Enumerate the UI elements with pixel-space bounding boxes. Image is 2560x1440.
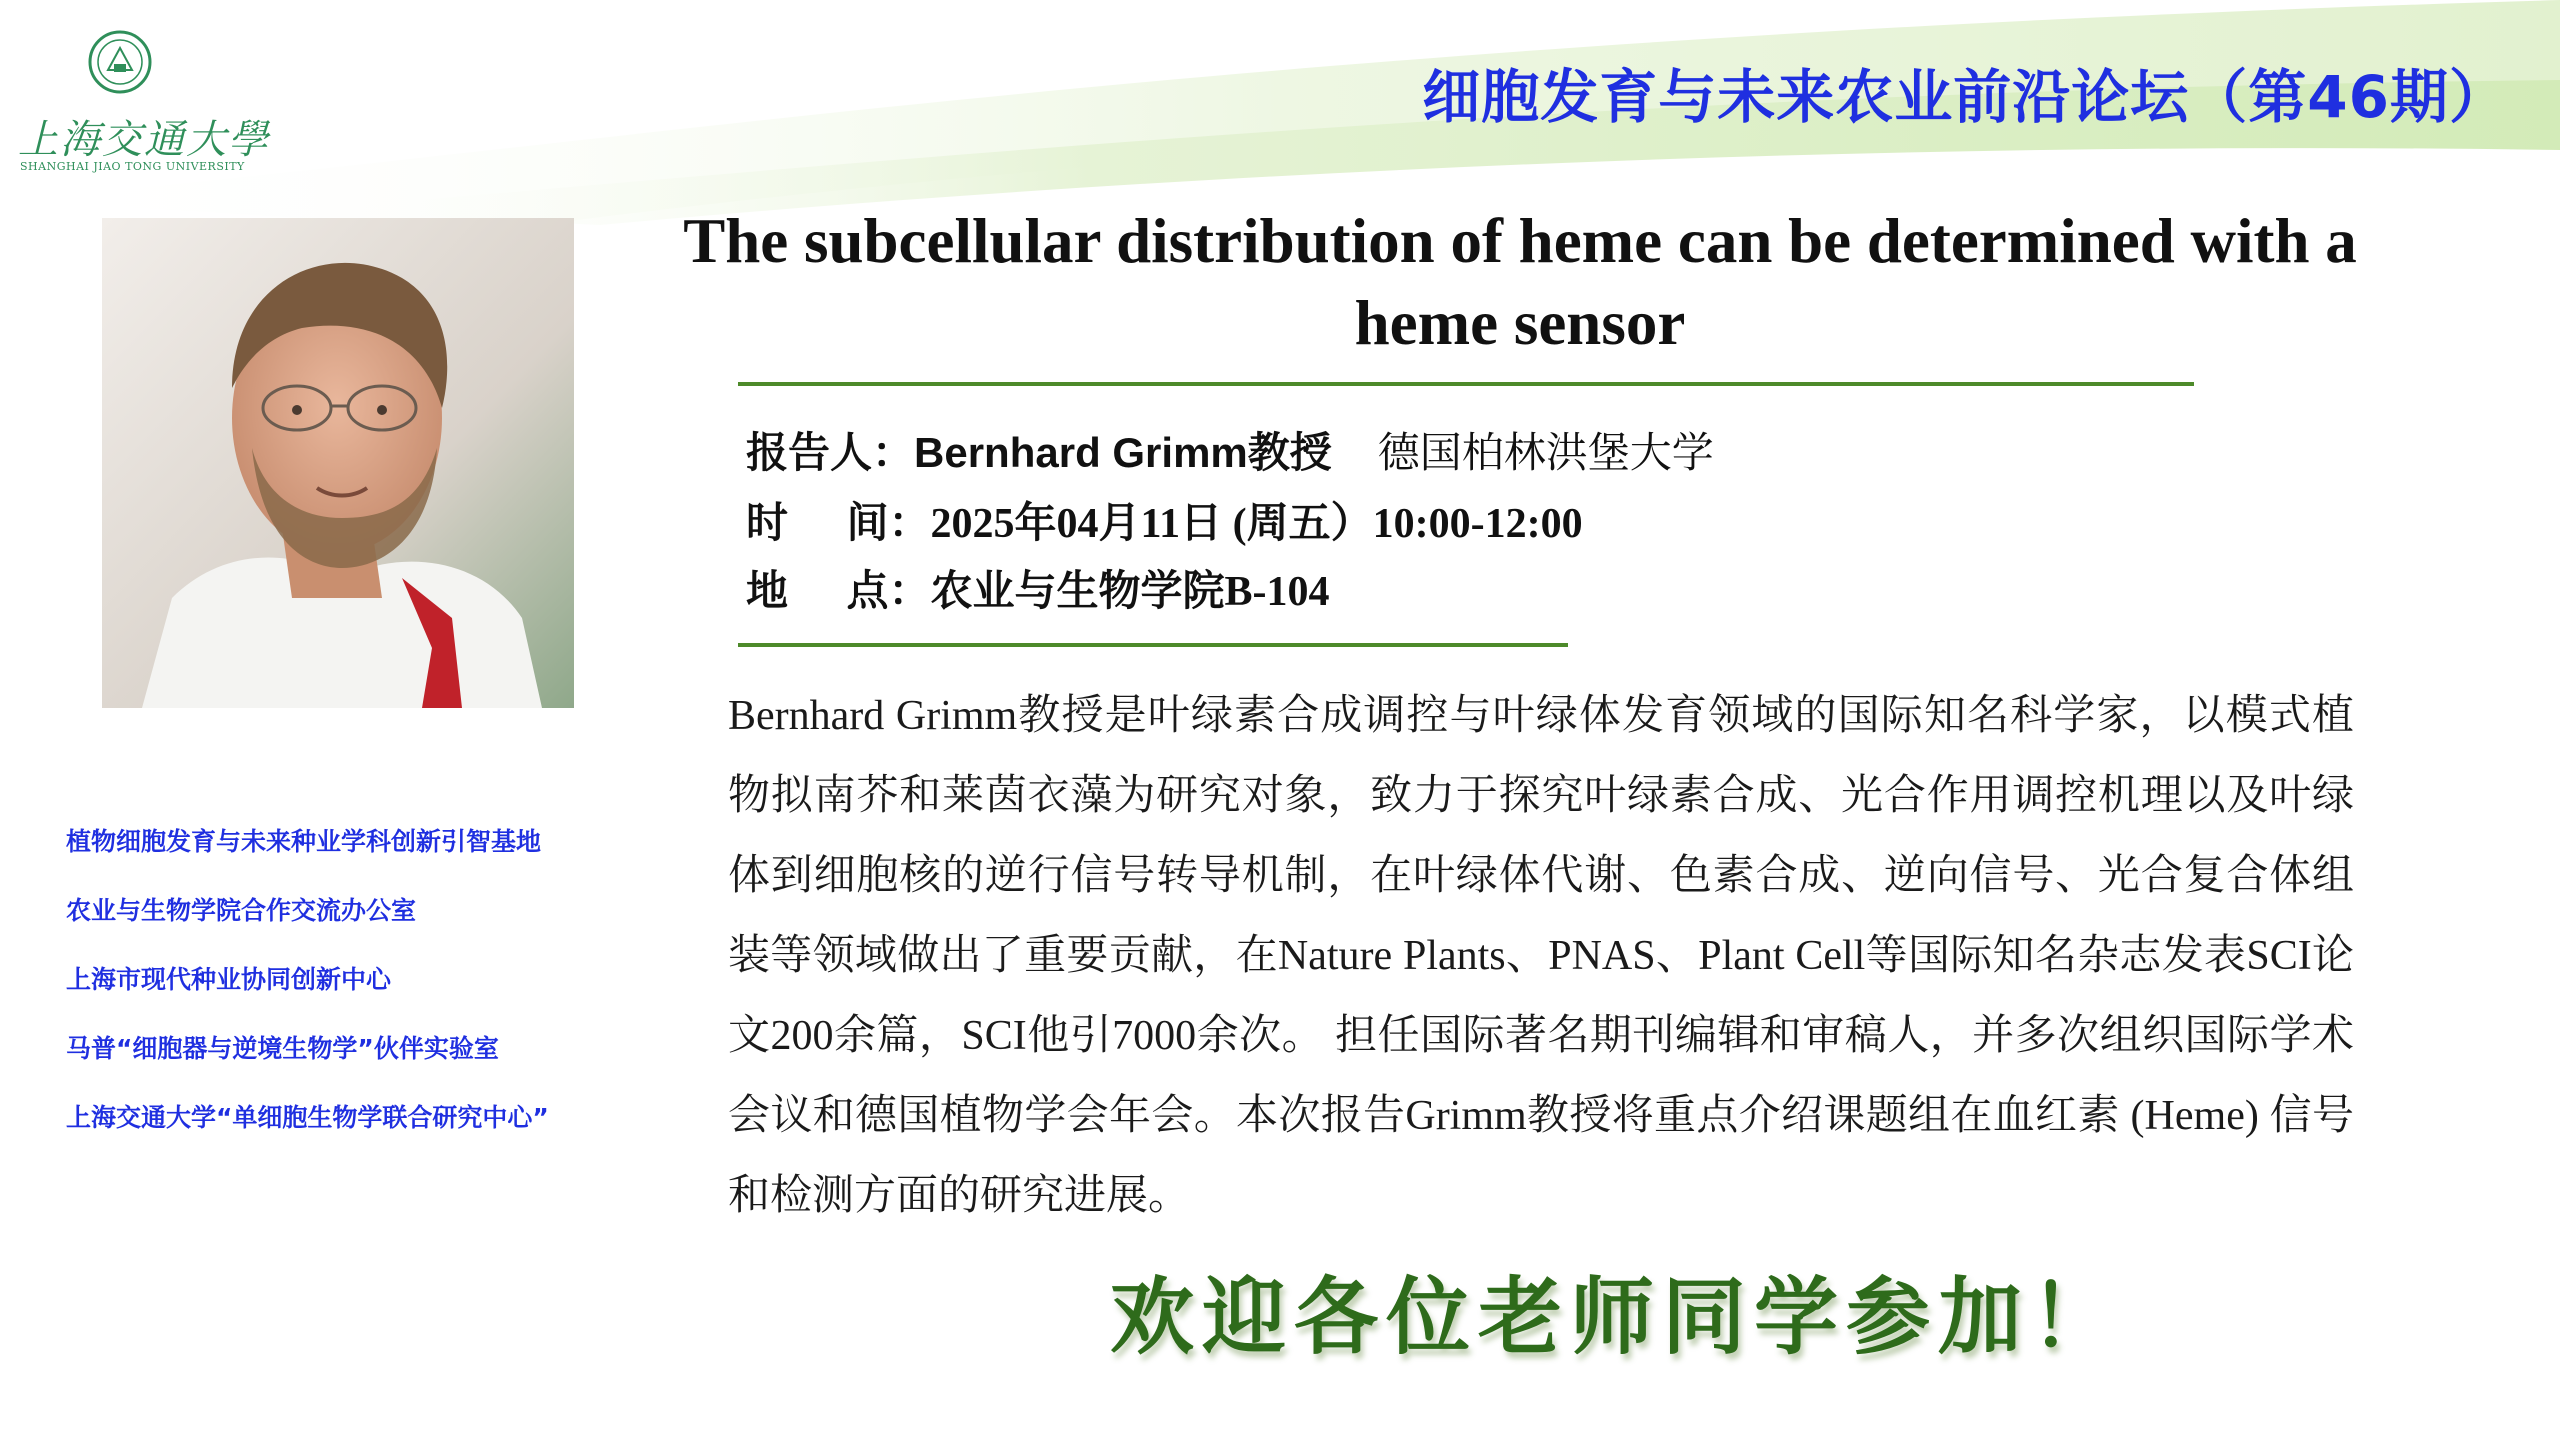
divider-top <box>738 382 2194 386</box>
university-logo <box>18 20 270 180</box>
info-place-row <box>746 558 1330 618</box>
info-time-row <box>746 490 1583 550</box>
organizer-item: 上海市现代种业协同创新中心 <box>66 965 392 994</box>
organizer-item: 农业与生物学院合作交流办公室 <box>66 896 417 925</box>
speaker-portrait-image <box>102 218 574 708</box>
talk-title: The subcellular distribution of heme can be determined with a heme sensor <box>683 206 2357 358</box>
welcome-message: 欢迎各位老师同学参加！ <box>1110 1267 2123 1366</box>
speaker-label: 报告人： <box>746 428 915 477</box>
organizer-list <box>66 822 666 1167</box>
organizer-item: 上海交通大学“单细胞生物学联合研究中心” <box>66 1103 549 1132</box>
speaker-bio: Bernhard Grimm教授是叶绿素合成调控与叶绿体发育领域的国际知名科学家，以模式植物拟南芥和莱茵衣藻为研究对象，致力于探究叶绿素合成、光合作用调控机理以及叶绿体到细胞核的逆行信号转导机制，在叶绿体代谢、色素合成、逆向信号、光合复合体组装等领域做出了重要贡献，在Nature Plants、PNAS、Plant Cell等国际知名杂志发表SCI论文200余篇，SCI他引7000余次。 担任国际著名期刊编辑和审稿人，并多次组织国际学术会议和德国植物学会年会。本次报告Grimm教授将重点介绍课题组在血红素 (Heme) 信号和检测方面的研究进展。 <box>728 693 2354 1219</box>
place-value: 农业与生物学院B-104 <box>930 569 1330 615</box>
place-label: 地 点： <box>746 566 931 615</box>
time-label: 时 间： <box>746 498 931 547</box>
organizer-item: 马普“细胞器与逆境生物学”伙伴实验室 <box>66 1034 499 1063</box>
time-value: 2025年04月11日 (周五）10:00-12:00 <box>930 501 1583 547</box>
university-name-cn: 上海交通大學 <box>18 117 270 163</box>
organizer-item: 植物细胞发育与未来种业学科创新引智基地 <box>66 827 542 856</box>
university-name-en: SHANGHAI JIAO TONG UNIVERSITY <box>20 160 245 173</box>
university-emblem-icon <box>88 30 152 94</box>
speaker-name: Bernhard Grimm教授 <box>914 429 1332 476</box>
speaker-photo <box>102 218 574 708</box>
info-speaker-row <box>746 420 1714 480</box>
forum-title: 细胞发育与未来农业前沿论坛（第46期） <box>1422 63 2508 131</box>
divider-bottom <box>738 643 1568 647</box>
speaker-affiliation: 德国柏林洪堡大学 <box>1377 428 1714 477</box>
